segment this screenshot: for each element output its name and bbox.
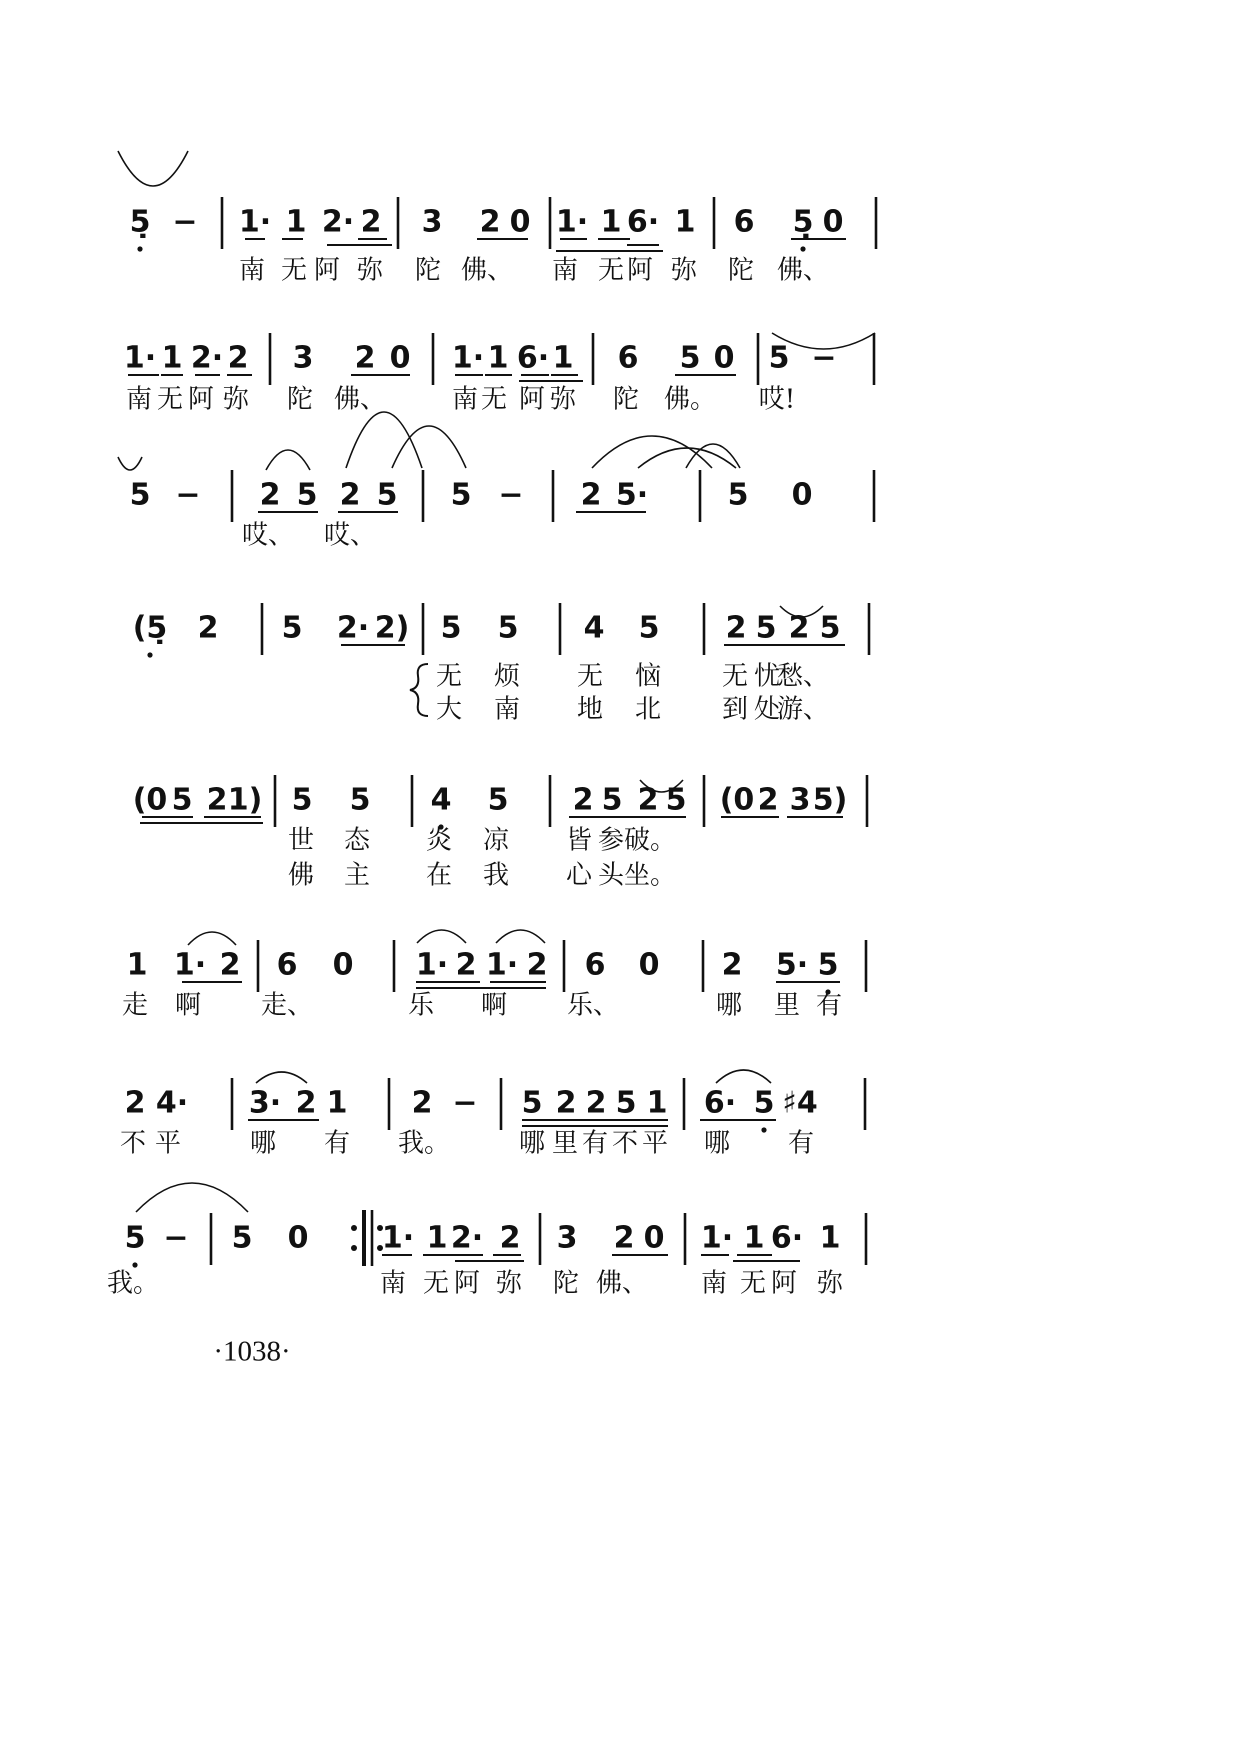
note: 5 [291, 782, 313, 818]
lyric-syllable: 破。 [623, 825, 677, 856]
page-number: ·1038· [213, 1335, 291, 1368]
note: 2 [585, 1085, 607, 1121]
note: 5 [665, 782, 687, 818]
lyric-syllable: 陀 [612, 384, 640, 415]
lyric-syllable: 里 [773, 990, 801, 1021]
slur [188, 932, 236, 945]
note: 0 [791, 477, 813, 513]
note: 5 [171, 782, 193, 818]
note: 2 [580, 477, 602, 513]
note: 0 [389, 340, 411, 376]
slur [716, 1070, 771, 1083]
octave-dot [761, 1127, 766, 1132]
lyric-syllable: 我。 [397, 1128, 451, 1159]
note: 2 [295, 1085, 317, 1121]
lyric-syllable: 有 [815, 990, 843, 1021]
note: 2 [339, 477, 361, 513]
note: 2) [374, 610, 410, 646]
note: 2 [555, 1085, 577, 1121]
note: 1 [646, 1085, 668, 1121]
lyric-syllable: 无 [435, 661, 463, 692]
note: − [175, 477, 201, 513]
lyric-syllable: 阿 [770, 1268, 798, 1299]
lyric-syllable: 阿 [518, 384, 546, 415]
note: 5 [753, 1085, 775, 1121]
lyric-syllable: 弥 [549, 384, 577, 415]
note: 1· [173, 947, 207, 983]
note: 5 [601, 782, 623, 818]
note: 2 [354, 340, 376, 376]
lyric-syllable: 弥 [816, 1268, 844, 1299]
lyric-syllable: 到 [721, 694, 749, 725]
lyric-syllable: 平 [641, 1128, 669, 1159]
note: 2· [450, 1220, 484, 1256]
note: 1 [487, 340, 509, 376]
note: 5 [727, 477, 749, 513]
lyric-syllable: 阿 [187, 384, 215, 415]
lyric-syllable: 处 [753, 694, 781, 725]
lyric-syllable: 哎、 [323, 520, 377, 551]
lyric-syllable: 阿 [626, 255, 654, 286]
lyric-syllable: 佛、 [595, 1268, 649, 1299]
note: 3 [556, 1220, 578, 1256]
lyric-syllable: 弥 [356, 255, 384, 286]
note: 4 [583, 610, 605, 646]
note: (0 [132, 782, 168, 818]
note: 0 [638, 947, 660, 983]
lyric-syllable: 凉 [482, 825, 510, 856]
lyric-syllable: 游、 [776, 694, 830, 725]
lyric-syllable: 啊 [480, 990, 508, 1021]
note: 1) [227, 782, 263, 818]
note: 5 [755, 610, 777, 646]
lyric-syllable: 佛。 [663, 384, 717, 415]
repeat-dot [351, 1245, 357, 1251]
lyric-syllable: 阿 [313, 255, 341, 286]
note: 3· [248, 1085, 282, 1121]
lyric-syllable: 佛 [287, 860, 315, 891]
lyric-syllable: 坐。 [623, 860, 677, 891]
note: 0 [287, 1220, 309, 1256]
note: 1 [426, 1220, 448, 1256]
note: 5 [376, 477, 398, 513]
note: 6 [617, 340, 639, 376]
note: 5 [615, 1085, 637, 1121]
lyric-syllable: 烦 [493, 661, 521, 692]
note: 1· [555, 204, 589, 240]
lyric-syllable: 无 [156, 384, 184, 415]
slur [392, 426, 466, 468]
lyric-syllable: 走 [121, 990, 149, 1021]
note: 5 [231, 1220, 253, 1256]
repeat-dot [351, 1225, 357, 1231]
lyric-syllable: 佛、 [460, 255, 514, 286]
note: − [452, 1085, 478, 1121]
lyric-syllable: 无 [721, 661, 749, 692]
lyric-syllable: 参 [597, 825, 625, 856]
note: 5 [129, 477, 151, 513]
note: 5 [817, 947, 839, 983]
note: 2 [124, 1085, 146, 1121]
note: 1· [381, 1220, 415, 1256]
note: 2 [219, 947, 241, 983]
note: 5 [440, 610, 462, 646]
note: 2 [637, 782, 659, 818]
lyric-syllable: 有 [581, 1128, 609, 1159]
note: 1 [819, 1220, 841, 1256]
octave-dot [147, 652, 152, 657]
lyric-syllable: 哎、 [241, 520, 295, 551]
lyric-syllable: 哪 [703, 1128, 731, 1159]
lyric-syllable: 南 [379, 1268, 407, 1299]
lyric-syllable: 无 [280, 255, 308, 286]
lyric-syllable: 陀 [727, 255, 755, 286]
note: 6 [276, 947, 298, 983]
lyric-syllable: 走、 [260, 990, 314, 1021]
lyric-syllable: 南 [238, 255, 266, 286]
note: 2 [725, 610, 747, 646]
note: 2· [190, 340, 224, 376]
lyric-syllable: 不 [119, 1128, 147, 1159]
note: 5 [124, 1220, 146, 1256]
lyric-syllable: 忧 [753, 661, 781, 692]
lyric-syllable: 北 [634, 694, 662, 725]
lyric-syllable: 南 [451, 384, 479, 415]
note: − [172, 204, 198, 240]
note: 1 [552, 340, 574, 376]
lyric-syllable: 炎 [425, 825, 453, 856]
note: 1 [743, 1220, 765, 1256]
slur [592, 436, 712, 468]
lyric-syllable: 弥 [495, 1268, 523, 1299]
note: 5 [679, 340, 701, 376]
note: 1 [674, 204, 696, 240]
lyric-syllable: 恼 [634, 661, 662, 692]
note: 6· [703, 1085, 737, 1121]
lyric-syllable: 陀 [552, 1268, 580, 1299]
lyric-syllable: 主 [343, 860, 371, 891]
note: 2 [479, 204, 501, 240]
note: 5 [487, 782, 509, 818]
note: 2 [757, 782, 779, 818]
lyric-syllable: 愁、 [776, 661, 830, 692]
note: 5̣ [129, 204, 151, 240]
slur [118, 151, 188, 186]
slur [118, 457, 142, 470]
note: 5 [281, 610, 303, 646]
lyric-syllable: 哪 [715, 990, 743, 1021]
note: 6 [733, 204, 755, 240]
lyric-syllable: 佛、 [333, 384, 387, 415]
lyric-syllable: 世 [287, 825, 315, 856]
lyric-syllable: 阿 [453, 1268, 481, 1299]
lyric-syllable: 南 [551, 255, 579, 286]
lyric-syllable: 无 [739, 1268, 767, 1299]
note: 6· [626, 204, 660, 240]
note: 5 [638, 610, 660, 646]
note: 5 [497, 610, 519, 646]
note: 1· [451, 340, 485, 376]
lyric-syllable: 无 [576, 661, 604, 692]
lyric-syllable: 在 [425, 860, 453, 891]
note: 0 [822, 204, 844, 240]
note: − [498, 477, 524, 513]
note: 2 [613, 1220, 635, 1256]
note: 1· [415, 947, 449, 983]
note: 0 [713, 340, 735, 376]
lyric-syllable: 我。 [106, 1268, 160, 1299]
lyric-syllable: 不 [611, 1128, 639, 1159]
note: − [163, 1220, 189, 1256]
note: 4· [155, 1085, 189, 1121]
lyric-syllable: 皆 [565, 825, 593, 856]
note: 0 [509, 204, 531, 240]
note: 5· [615, 477, 649, 513]
lyric-syllable: 哪 [518, 1128, 546, 1159]
note: − [811, 340, 837, 376]
lyric-syllable: 乐 [407, 990, 435, 1021]
lyric-syllable: 头 [597, 860, 625, 891]
note: 2 [526, 947, 548, 983]
lyric-syllable: 佛、 [776, 255, 830, 286]
note: 3 [789, 782, 811, 818]
note: 5 [521, 1085, 543, 1121]
lyric-syllable: 弥 [670, 255, 698, 286]
lyric-syllable: 啊 [174, 990, 202, 1021]
octave-dot [137, 246, 142, 251]
note: 2 [360, 204, 382, 240]
note: 2 [572, 782, 594, 818]
lyric-syllable: 平 [154, 1128, 182, 1159]
lyric-syllable: 南 [700, 1268, 728, 1299]
note: 2 [206, 782, 228, 818]
slur [346, 412, 422, 468]
note: 1 [161, 340, 183, 376]
lyric-syllable: 哎! [758, 384, 796, 415]
note: 6 [584, 947, 606, 983]
lyric-syllable: 心 [565, 860, 593, 891]
lyric-syllable: 我 [482, 860, 510, 891]
lyric-syllable: 无 [422, 1268, 450, 1299]
note: 1· [700, 1220, 734, 1256]
note: 5 [819, 610, 841, 646]
slur [266, 450, 310, 470]
note: 2· [336, 610, 370, 646]
note: 5̣ [792, 204, 814, 240]
note: 6· [770, 1220, 804, 1256]
note: 2 [259, 477, 281, 513]
verse-brace [410, 664, 428, 716]
slur [256, 1072, 307, 1083]
note: 5 [296, 477, 318, 513]
lyric-syllable: 态 [343, 825, 371, 856]
lyric-syllable: 陀 [414, 255, 442, 286]
note: 3 [292, 340, 314, 376]
note: 5) [812, 782, 848, 818]
note: 2 [411, 1085, 433, 1121]
note: 2 [788, 610, 810, 646]
lyric-syllable: 有 [323, 1128, 351, 1159]
note: 6· [516, 340, 550, 376]
note: 1 [600, 204, 622, 240]
note: 2 [721, 947, 743, 983]
lyric-syllable: 无 [480, 384, 508, 415]
lyric-syllable: 有 [787, 1128, 815, 1159]
lyric-syllable: 里 [551, 1128, 579, 1159]
note: 1 [285, 204, 307, 240]
note: 0 [332, 947, 354, 983]
note: (5̣ [132, 610, 168, 646]
note: 1 [126, 947, 148, 983]
lyric-syllable: 弥 [222, 384, 250, 415]
note: 5· [775, 947, 809, 983]
note: 5 [768, 340, 790, 376]
lyric-syllable: 大 [435, 694, 463, 725]
note: 1· [238, 204, 272, 240]
note: 2 [227, 340, 249, 376]
slur [496, 930, 545, 943]
note: 2 [197, 610, 219, 646]
lyric-syllable: 南 [493, 694, 521, 725]
lyric-syllable: 乐、 [566, 990, 620, 1021]
note: 2· [321, 204, 355, 240]
note: (0 [719, 782, 755, 818]
note: 5 [450, 477, 472, 513]
note: 1· [485, 947, 519, 983]
note: 2 [499, 1220, 521, 1256]
note: 1 [326, 1085, 348, 1121]
slur [417, 930, 466, 943]
note: 5 [349, 782, 371, 818]
lyric-syllable: 哪 [249, 1128, 277, 1159]
lyric-syllable: 无 [597, 255, 625, 286]
note: 4 [430, 782, 452, 818]
lyric-syllable: 地 [576, 694, 604, 725]
lyric-syllable: 陀 [286, 384, 314, 415]
note: 2 [455, 947, 477, 983]
note: 0 [643, 1220, 665, 1256]
slur [136, 1183, 248, 1212]
lyric-syllable: 南 [125, 384, 153, 415]
note: 3 [421, 204, 443, 240]
note: 1· [123, 340, 157, 376]
note: ♯4 [782, 1085, 818, 1121]
